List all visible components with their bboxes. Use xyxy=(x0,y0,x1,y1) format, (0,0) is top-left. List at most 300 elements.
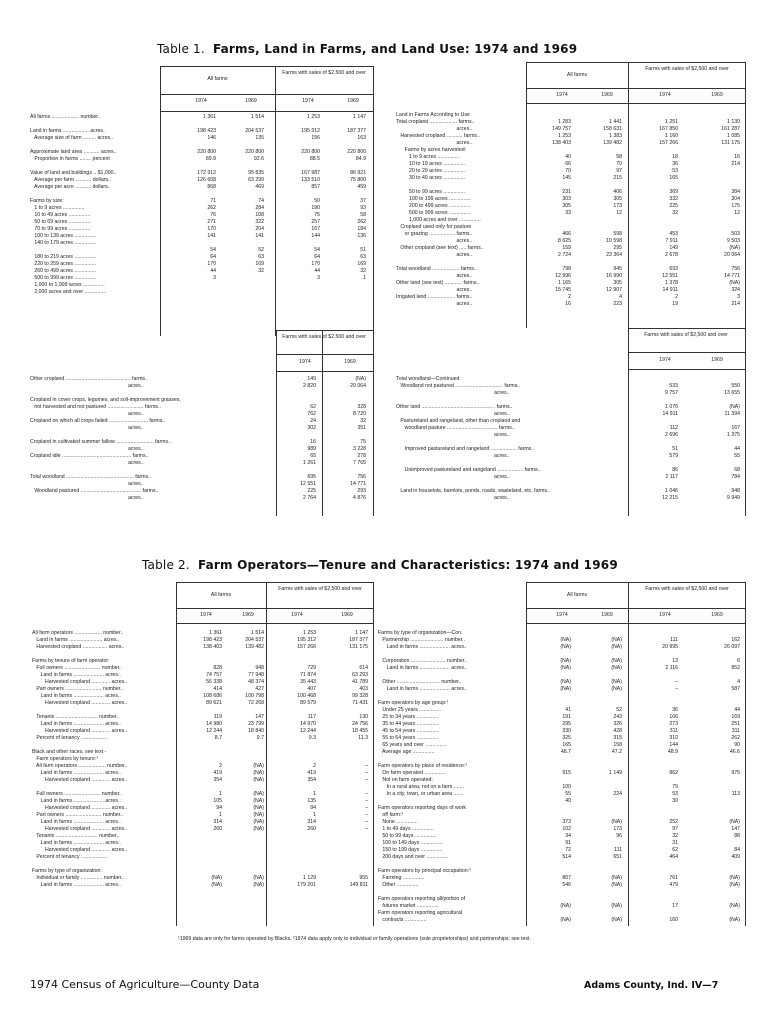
t1lr-rule xyxy=(628,352,745,353)
cell-value xyxy=(186,847,222,854)
cell-value: – xyxy=(365,777,368,783)
table2-left-col-sales-1969 xyxy=(322,630,368,889)
cell-value xyxy=(535,147,571,154)
cell-value xyxy=(640,217,678,224)
cell-value: 162 xyxy=(731,637,740,643)
row-label: Pastureland and rangeland, other than cropland and xyxy=(396,418,521,424)
t2r-y2: 1969 xyxy=(601,612,613,618)
cell-value: 479 xyxy=(669,882,678,888)
cell-value: – xyxy=(365,826,368,832)
cell-value xyxy=(272,749,316,756)
row-label: 260 to 499 acres ............... xyxy=(30,268,97,274)
row-label: acres.. xyxy=(30,460,144,466)
cell-value: 948 xyxy=(731,488,740,494)
t1r-y1: 1974 xyxy=(556,92,568,98)
cell-value: 191 xyxy=(562,714,571,720)
cell-value: (NA) xyxy=(211,875,222,881)
cell-value: (NA) xyxy=(560,903,571,909)
table1-left-col-sales-1969 xyxy=(326,114,366,289)
cell-value: 24 xyxy=(310,418,316,424)
cell-value: 852 xyxy=(731,665,740,671)
row-label: Cropland in cover crops, legumes, and soil-improvement grasses, xyxy=(30,397,181,403)
cell-value: 195 312 xyxy=(297,637,316,643)
row-label: Farm operators by principal occupation:¹ xyxy=(378,868,471,874)
cell-value: 145 xyxy=(562,175,571,181)
row-label xyxy=(378,693,524,700)
cell-value xyxy=(186,749,222,756)
row-label: 500 to 999 acres ............... xyxy=(396,210,471,216)
row-label xyxy=(378,651,524,658)
row-label xyxy=(396,460,626,467)
t2l-y2: 1969 xyxy=(242,612,254,618)
cell-value: 18 xyxy=(672,154,678,160)
table2-title xyxy=(142,558,618,572)
cell-value: 756 xyxy=(731,266,740,272)
cell-value xyxy=(640,418,678,425)
cell-value xyxy=(696,777,740,784)
row-label: Harvested cropland ............. acres.. xyxy=(32,826,128,832)
cell-value: 14 911 xyxy=(662,411,678,417)
cell-value: 77 948 xyxy=(248,672,264,678)
cell-value xyxy=(582,651,622,658)
row-label: Total woodland ............................................... farms.. xyxy=(30,474,152,480)
cell-value: 190 xyxy=(311,205,320,211)
cell-value: 32 xyxy=(672,833,678,839)
cell-value: 50 xyxy=(314,198,320,204)
cell-value: 868 xyxy=(207,184,216,190)
cell-value: 92.6 xyxy=(253,156,264,162)
t1lr-hdr: Farms with sales of $2,500 and over xyxy=(644,332,728,338)
cell-value: 278 xyxy=(357,453,366,459)
cell-value: 271 xyxy=(207,219,216,225)
cell-value: 310 xyxy=(669,735,678,741)
row-label: not harvested and not pastured ......................... farms.. xyxy=(30,404,161,410)
cell-value xyxy=(696,896,740,903)
table1-lower-left-col-1969 xyxy=(326,376,366,502)
cell-value: 1 514 xyxy=(251,630,264,636)
row-label: Woodland not pastured ................................. farms.. xyxy=(396,383,521,389)
cell-value: 695 xyxy=(307,474,316,480)
cell-value xyxy=(186,840,222,847)
cell-value xyxy=(582,896,622,903)
cell-value: (NA) xyxy=(729,875,740,881)
cell-value xyxy=(582,784,622,791)
t1l-y2: 1969 xyxy=(245,98,257,104)
row-label: 65 years and over ............... xyxy=(378,742,447,748)
cell-value: 15 745 xyxy=(555,287,571,293)
cell-value xyxy=(696,217,740,224)
row-label: Cropland on which all crops failed ........................... farms.. xyxy=(30,418,166,424)
cell-value: 12 244 xyxy=(206,728,222,734)
cell-value xyxy=(640,910,678,917)
row-label: Harvested cropland ............. acres.. xyxy=(32,700,128,706)
cell-value: (NA) xyxy=(729,882,740,888)
cell-value: 428 xyxy=(613,728,622,734)
cell-value: 384 xyxy=(731,189,740,195)
row-label: Farms by tenure of farm operator: xyxy=(32,658,110,664)
cell-value: 945 xyxy=(613,266,622,272)
row-label: acres.. xyxy=(30,425,144,431)
cell-value: 64 xyxy=(210,254,216,260)
cell-value: 65 xyxy=(310,453,316,459)
cell-value: 32 xyxy=(360,268,366,274)
t1lr-edge xyxy=(628,368,629,516)
cell-value: 975 xyxy=(731,770,740,776)
cell-value: 533 xyxy=(669,383,678,389)
cell-value: 20 064 xyxy=(724,252,740,258)
row-label: 1 to 9 acres ............... xyxy=(396,154,460,160)
row-label: 1,000 acres and over ............... xyxy=(396,217,481,223)
cell-value xyxy=(272,861,316,868)
row-label: 100 to 149 days ............... xyxy=(378,840,443,846)
cell-value: (NA) xyxy=(611,665,622,671)
cell-value: 807 xyxy=(562,875,571,881)
cell-value: 326 xyxy=(613,721,622,727)
cell-value: (NA) xyxy=(560,644,571,650)
cell-value xyxy=(535,217,571,224)
cell-value: 214 xyxy=(731,301,740,307)
cell-value: 9.7 xyxy=(256,735,264,741)
cell-value xyxy=(535,672,571,679)
cell-value: 135 xyxy=(255,135,264,141)
cell-value: 18 455 xyxy=(352,728,368,734)
cell-value: 75 800 xyxy=(350,177,366,183)
table2-title-prefix: Table 2. xyxy=(142,558,190,572)
row-label xyxy=(378,672,524,679)
cell-value: 3 xyxy=(737,294,740,300)
cell-value xyxy=(322,833,368,840)
table1-lower-right-labels xyxy=(396,376,626,502)
row-label: Average age ............... xyxy=(378,749,435,755)
cell-value: (NA) xyxy=(611,637,622,643)
table1-title-prefix: Table 1. xyxy=(157,42,205,56)
cell-value: 138 403 xyxy=(203,644,222,650)
cell-value: – xyxy=(365,770,368,776)
cell-value: 1 378 xyxy=(665,280,678,286)
cell-value: 1 046 xyxy=(665,488,678,494)
cell-value: 41 789 xyxy=(352,679,368,685)
row-label: acres.. xyxy=(30,383,144,389)
row-label: On farm operated ............... xyxy=(378,770,447,776)
row-label: Total woodland ................... farms.. xyxy=(396,266,477,272)
cell-value: 466 xyxy=(562,231,571,237)
cell-value: 169 xyxy=(255,261,264,267)
cell-value xyxy=(640,763,678,770)
cell-value: 23 799 xyxy=(248,721,264,727)
cell-value: (NA) xyxy=(560,679,571,685)
cell-value: 32 xyxy=(360,418,366,424)
row-label: Black and other races, see text - xyxy=(32,749,107,755)
cell-value: 406 xyxy=(613,189,622,195)
cell-value: 163 xyxy=(357,135,366,141)
t1r-edge xyxy=(526,102,527,328)
cell-value: 305 xyxy=(613,280,622,286)
table2-right-hdr-sales: Farms with sales of $2,500 and over xyxy=(645,586,729,592)
cell-value: 147 xyxy=(731,826,740,832)
cell-value xyxy=(582,777,622,784)
row-label: 1 to 49 days ............... xyxy=(378,826,434,832)
row-label: Farming ............... xyxy=(378,875,425,881)
cell-value xyxy=(226,742,264,749)
cell-value: 18 840 xyxy=(248,728,264,734)
cell-value xyxy=(224,121,264,128)
table1-lower-right-col-1974 xyxy=(640,376,678,502)
cell-value xyxy=(696,756,740,763)
cell-value: 97 xyxy=(616,168,622,174)
cell-value: (NA) xyxy=(355,376,366,382)
cell-value: 97 xyxy=(672,826,678,832)
cell-value: 74 xyxy=(258,198,264,204)
cell-value xyxy=(640,672,678,679)
cell-value: (NA) xyxy=(729,819,740,825)
cell-value: 84 xyxy=(734,847,740,853)
cell-value: 4 xyxy=(737,679,740,685)
cell-value xyxy=(640,376,678,383)
cell-value xyxy=(535,700,571,707)
cell-value: 260 xyxy=(213,826,222,832)
cell-value: 8 625 xyxy=(558,238,571,244)
row-label xyxy=(30,121,160,128)
cell-value: 2 xyxy=(675,294,678,300)
cell-value: (NA) xyxy=(253,882,264,888)
table1-right-hdr-all: All farms xyxy=(566,72,588,78)
row-label: Land in farms .................. acres.. xyxy=(30,128,106,134)
cell-value: 305 xyxy=(562,203,571,209)
cell-value xyxy=(696,439,740,446)
cell-value: 44 xyxy=(314,268,320,274)
row-label: Proportion in farms ........ percent xyxy=(30,156,110,162)
cell-value: 12 244 xyxy=(300,728,316,734)
cell-value: 407 xyxy=(307,686,316,692)
cell-value: 93 xyxy=(360,205,366,211)
cell-value xyxy=(282,121,320,128)
cell-value: 95 835 xyxy=(248,170,264,176)
cell-value xyxy=(696,868,740,875)
row-label: Tenants ............................. number.. xyxy=(32,833,120,839)
cell-value xyxy=(696,259,740,266)
cell-value xyxy=(582,112,622,119)
cell-value xyxy=(224,275,264,282)
cell-value: 34 xyxy=(565,833,571,839)
cell-value xyxy=(226,833,264,840)
cell-value: 175 xyxy=(731,203,740,209)
cell-value: 204 537 xyxy=(245,637,264,643)
cell-value: 46.6 xyxy=(729,749,740,755)
row-label: 200 days and over ............... xyxy=(378,854,449,860)
cell-value xyxy=(326,390,366,397)
cell-value: 215 xyxy=(613,175,622,181)
cell-value: 9 503 xyxy=(727,238,740,244)
cell-value: (NA) xyxy=(729,903,740,909)
cell-value: 1 xyxy=(219,812,222,818)
cell-value: 24 756 xyxy=(352,721,368,727)
cell-value: 303 xyxy=(562,196,571,202)
cell-value: 147 xyxy=(255,714,264,720)
cell-value: 89 579 xyxy=(300,700,316,706)
cell-value xyxy=(326,282,366,289)
cell-value: 469 xyxy=(255,184,264,190)
cell-value: 427 xyxy=(255,686,264,692)
table1-right-divider xyxy=(628,62,629,328)
cell-value: (NA) xyxy=(253,798,264,804)
cell-value: 13 655 xyxy=(724,390,740,396)
row-label: Average per acre ........... dollars.. xyxy=(30,184,111,190)
row-label: Farm operators reporting all/portion of xyxy=(378,896,466,902)
cell-value xyxy=(582,630,622,637)
row-label: In a city, town, or urban area ....... xyxy=(378,791,464,797)
row-label xyxy=(32,742,176,749)
t1ll-edge-r xyxy=(373,370,374,516)
cell-value xyxy=(535,259,571,266)
cell-value: 295 xyxy=(613,245,622,251)
cell-value: 857 xyxy=(311,184,320,190)
table2-footnote: ¹1969 data are only for farms operated by Blacks. ²1974 data apply only to individual or family operations (sole proprietorships) and partnerships; see text. xyxy=(178,936,531,942)
cell-value: 173 xyxy=(613,826,622,832)
cell-value: 108 xyxy=(255,212,264,218)
row-label xyxy=(378,889,524,896)
cell-value xyxy=(224,163,264,170)
cell-value: 2 724 xyxy=(558,252,571,258)
cell-value: 2 696 xyxy=(665,432,678,438)
cell-value: 311 xyxy=(669,728,678,734)
t2l-divider xyxy=(266,582,267,926)
cell-value: 167 xyxy=(311,226,320,232)
cell-value xyxy=(696,861,740,868)
cell-value: 52 xyxy=(258,247,264,253)
cell-value: 284 xyxy=(255,205,264,211)
cell-value: 9 757 xyxy=(665,390,678,396)
cell-value: 989 xyxy=(307,446,316,452)
cell-value: 117 xyxy=(307,714,316,720)
cell-value xyxy=(640,439,678,446)
cell-value xyxy=(640,112,678,119)
cell-value: 88 xyxy=(734,833,740,839)
cell-value: 48.7 xyxy=(560,749,571,755)
cell-value xyxy=(582,861,622,868)
row-label: Farm operators reporting days of work xyxy=(378,805,466,811)
footer-county-page: Adams County, Ind. IV—7 xyxy=(584,980,719,991)
cell-value xyxy=(272,707,316,714)
row-label: Harvested cropland ............. acres.. xyxy=(32,728,128,734)
cell-value: 2 xyxy=(568,294,571,300)
cell-value: 89.9 xyxy=(205,156,216,162)
row-label xyxy=(396,439,626,446)
cell-value: 12 xyxy=(616,210,622,216)
cell-value: 96 xyxy=(616,833,622,839)
cell-value: 48 374 xyxy=(248,679,264,685)
row-label: Full owners ......................... number.. xyxy=(32,665,122,671)
cell-value: 260 xyxy=(307,826,316,832)
row-label: Farm operators by age group:¹ xyxy=(378,700,449,706)
cell-value xyxy=(696,784,740,791)
row-label: Cropland in cultivated summer fallow .......................... farms.. xyxy=(30,439,171,445)
cell-value xyxy=(186,854,222,861)
cell-value: 403 xyxy=(359,686,368,692)
row-label: Corporation ........................ number.. xyxy=(378,658,468,664)
cell-value: 7 765 xyxy=(353,460,366,466)
cell-value: 75 xyxy=(314,212,320,218)
cell-value: 11 394 xyxy=(724,411,740,417)
cell-value: 503 xyxy=(731,231,740,237)
cell-value: 2 678 xyxy=(665,252,678,258)
table1-left-col-sales-1974 xyxy=(282,114,320,289)
cell-value xyxy=(272,651,316,658)
cell-value: 1 253 xyxy=(303,630,316,636)
cell-value xyxy=(535,182,571,189)
cell-value: 328 xyxy=(357,404,366,410)
cell-value: 63 299 xyxy=(248,177,264,183)
cell-value xyxy=(322,840,368,847)
cell-value: 14 771 xyxy=(724,273,740,279)
t2l-y4: 1969 xyxy=(341,612,353,618)
cell-value: 955 xyxy=(359,875,368,881)
cell-value: – xyxy=(675,686,678,692)
cell-value: 4 876 xyxy=(353,495,366,501)
row-label: acres.. xyxy=(30,411,144,417)
cell-value: 100 468 xyxy=(297,693,316,699)
row-label xyxy=(30,163,160,170)
cell-value: 76 xyxy=(210,212,216,218)
cell-value: 56 338 xyxy=(206,679,222,685)
cell-value xyxy=(322,861,368,868)
cell-value: 54 xyxy=(314,247,320,253)
cell-value xyxy=(226,756,264,763)
row-label: Farms by type of organization: xyxy=(32,868,102,874)
t1ll-hdr: Farms with sales of $2,500 and over xyxy=(282,334,366,340)
cell-value xyxy=(186,658,222,665)
cell-value xyxy=(326,397,366,404)
table1-right-hdr-sales: Farms with sales of $2,500 and over xyxy=(645,66,729,72)
cell-value: 173 xyxy=(613,203,622,209)
cell-value: 325 xyxy=(562,735,571,741)
cell-value xyxy=(272,840,316,847)
row-label: acres.. xyxy=(396,273,473,279)
cell-value xyxy=(326,432,366,439)
cell-value: 1 251 xyxy=(665,119,678,125)
t2r-y3: 1974 xyxy=(659,612,671,618)
row-label: In a rural area, not on a farm ....... xyxy=(378,784,464,790)
t2r-edge-r xyxy=(745,622,746,926)
cell-value xyxy=(535,693,571,700)
cell-value xyxy=(640,147,678,154)
cell-value: 64 xyxy=(314,254,320,260)
cell-value: 158 631 xyxy=(603,126,622,132)
cell-value: 262 xyxy=(207,205,216,211)
t1l-edge-r xyxy=(373,110,374,336)
cell-value xyxy=(582,756,622,763)
cell-value xyxy=(282,191,320,198)
cell-value: 453 xyxy=(669,231,678,237)
cell-value: 3 xyxy=(213,275,216,281)
row-label: All farm operators ................... number.. xyxy=(32,763,128,769)
cell-value: 651 xyxy=(613,854,622,860)
cell-value xyxy=(186,742,222,749)
table1-left-header-rule xyxy=(160,94,373,95)
cell-value: 157 266 xyxy=(659,140,678,146)
cell-value: 71 874 xyxy=(300,672,316,678)
row-label: Cropland used only for pasture xyxy=(396,224,472,230)
row-label xyxy=(32,707,176,714)
cell-value: 302 xyxy=(307,425,316,431)
cell-value: 44 xyxy=(210,268,216,274)
cell-value: 119 xyxy=(213,714,222,720)
cell-value xyxy=(322,756,368,763)
cell-value: (NA) xyxy=(560,658,571,664)
cell-value xyxy=(282,397,316,404)
cell-value: 41 xyxy=(565,707,571,713)
table1-left-col-1969 xyxy=(224,114,264,289)
row-label: 20 to 29 acres ............... xyxy=(396,168,465,174)
